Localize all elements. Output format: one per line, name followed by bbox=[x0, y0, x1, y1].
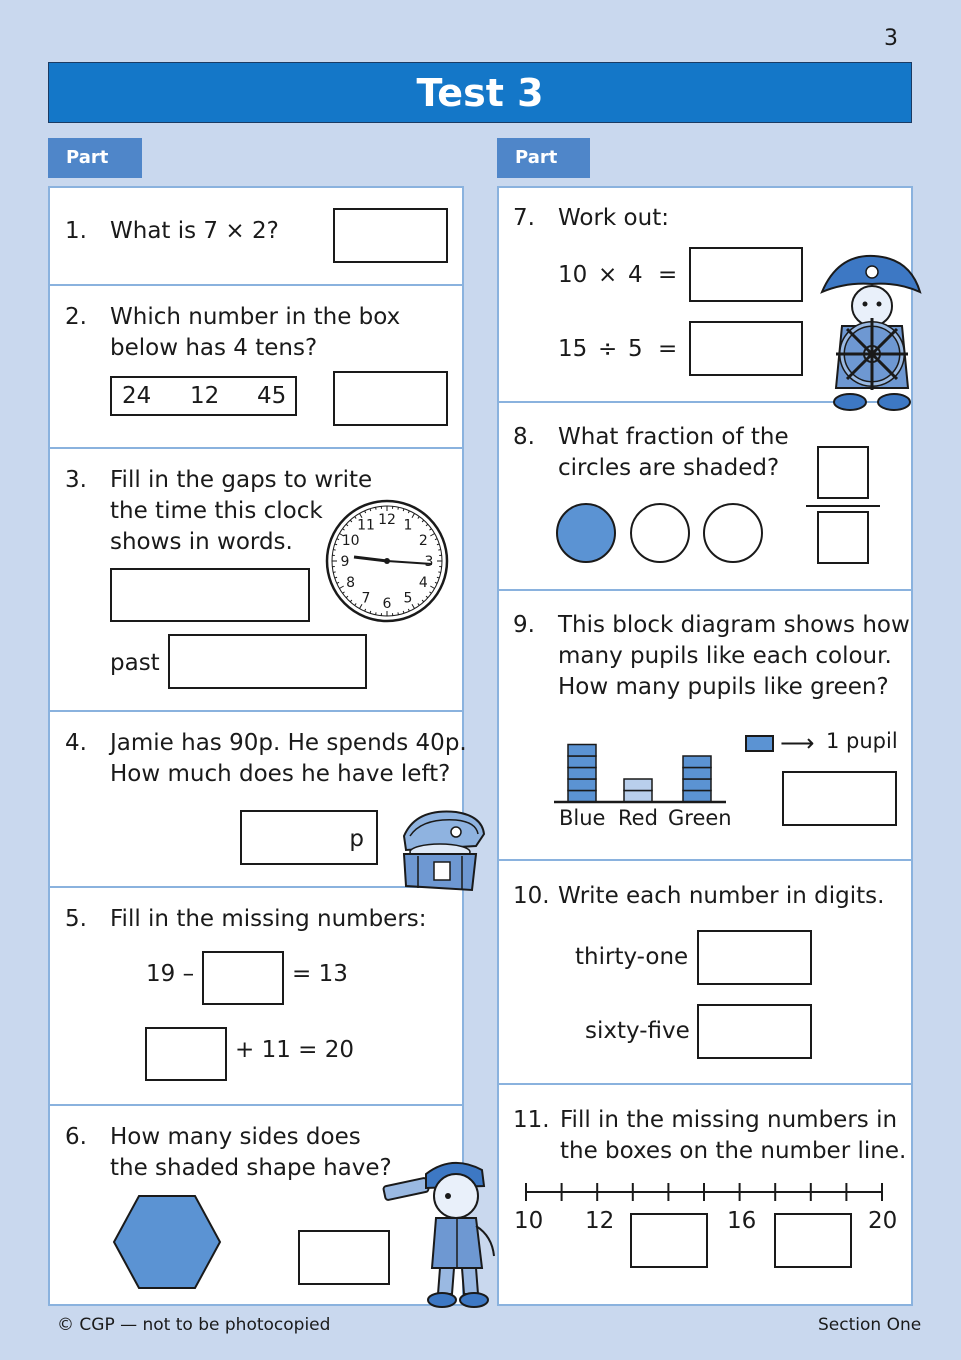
question-3-line1: Fill in the gaps to write bbox=[110, 467, 373, 493]
question-2-line2: below has 4 tens? bbox=[110, 335, 318, 361]
q10-answer-box-2[interactable] bbox=[697, 1004, 812, 1059]
divider bbox=[48, 284, 464, 286]
eq-operator: × bbox=[598, 262, 618, 288]
fraction-circles bbox=[555, 502, 767, 566]
hexagon-shape bbox=[112, 1194, 222, 1290]
eq-operand: 5 bbox=[628, 336, 643, 362]
denominator-box[interactable] bbox=[817, 511, 869, 564]
question-number: 7. bbox=[513, 205, 535, 231]
question-number: 11. bbox=[513, 1107, 550, 1133]
page-number: 3 bbox=[884, 26, 898, 51]
question-7-text: Work out: bbox=[558, 205, 669, 231]
number-line bbox=[520, 1178, 890, 1208]
question-5-text: Fill in the missing numbers: bbox=[110, 906, 427, 932]
copyright-footer: © CGP — not to be photocopied bbox=[57, 1315, 331, 1335]
bar-block-green bbox=[683, 791, 711, 803]
divider bbox=[497, 859, 913, 861]
clock-number: 3 bbox=[424, 554, 434, 570]
clock-number: 7 bbox=[361, 590, 371, 607]
equation-right: + 11 = 20 bbox=[235, 1037, 355, 1063]
q5-answer-box-2[interactable] bbox=[145, 1027, 227, 1081]
question-number: 8. bbox=[513, 424, 535, 450]
key-label: 1 pupil bbox=[826, 729, 898, 753]
x-label: Blue bbox=[559, 806, 606, 830]
divider bbox=[48, 1104, 464, 1106]
question-number: 10. bbox=[513, 883, 550, 909]
clock-number: 4 bbox=[418, 575, 428, 591]
option: 45 bbox=[257, 383, 287, 409]
key-block bbox=[745, 735, 774, 752]
q7-answer-box-2[interactable] bbox=[689, 321, 803, 376]
clock-number: 8 bbox=[346, 575, 356, 591]
bar-block-blue bbox=[568, 779, 596, 791]
bar-block-red bbox=[624, 791, 652, 803]
pirate-telescope-icon bbox=[382, 1156, 506, 1310]
eq-operand: 4 bbox=[628, 262, 643, 288]
question-8-line1: What fraction of the bbox=[558, 424, 789, 450]
q4-answer-box[interactable] bbox=[240, 810, 378, 865]
unshaded-circle bbox=[704, 504, 762, 562]
bar-block-blue bbox=[568, 745, 596, 757]
question-10-text: Write each number in digits. bbox=[558, 883, 885, 909]
shaded-circle bbox=[557, 504, 615, 562]
clock-number: 1 bbox=[403, 517, 413, 534]
number-word: sixty-five bbox=[585, 1018, 690, 1044]
question-3-line3: shows in words. bbox=[110, 529, 293, 555]
question-8-line2: circles are shaded? bbox=[558, 455, 780, 481]
question-4-line2: How much does he have left? bbox=[110, 761, 451, 787]
x-label: Red bbox=[618, 806, 658, 830]
clock-number: 2 bbox=[418, 533, 428, 549]
numerator-box[interactable] bbox=[817, 446, 869, 499]
clock-number: 11 bbox=[357, 517, 375, 534]
part-a-tab: Part bbox=[48, 138, 142, 178]
number-line-label: 10 bbox=[514, 1208, 544, 1234]
clock-number: 12 bbox=[378, 512, 396, 528]
number-line-label: 16 bbox=[727, 1208, 757, 1234]
clock-icon bbox=[324, 498, 450, 624]
unshaded-circle bbox=[631, 504, 689, 562]
fraction-bar bbox=[806, 505, 880, 507]
equation-right: = 13 bbox=[292, 961, 348, 987]
bar-block-green bbox=[683, 756, 711, 768]
clock-number: 10 bbox=[341, 533, 360, 549]
x-label: Green bbox=[668, 806, 732, 830]
bar-block-green bbox=[683, 768, 711, 780]
question-number: 3. bbox=[65, 467, 87, 493]
eq-operand: 10 bbox=[558, 262, 588, 288]
clock-number: 5 bbox=[403, 590, 413, 607]
divider bbox=[497, 1083, 913, 1085]
number-word: thirty-one bbox=[575, 944, 689, 970]
clock-number: 9 bbox=[340, 554, 350, 570]
q11-answer-box-1[interactable] bbox=[630, 1213, 708, 1268]
divider bbox=[48, 710, 464, 712]
question-6-line1: How many sides does bbox=[110, 1124, 361, 1150]
equation-left: 19 – bbox=[146, 961, 195, 987]
question-11-line1: Fill in the missing numbers in bbox=[560, 1107, 898, 1133]
q3-answer-box-2[interactable] bbox=[168, 634, 367, 689]
option: 24 bbox=[122, 383, 152, 409]
number-options-box bbox=[110, 376, 297, 416]
eq-equals: = bbox=[658, 262, 678, 288]
q11-answer-box-2[interactable] bbox=[774, 1213, 852, 1268]
question-6-line2: the shaded shape have? bbox=[110, 1155, 392, 1181]
question-2-line1: Which number in the box bbox=[110, 304, 401, 330]
divider bbox=[48, 447, 464, 449]
eq-operand: 15 bbox=[558, 336, 588, 362]
question-9-line3: How many pupils like green? bbox=[558, 674, 889, 700]
eq-operator: ÷ bbox=[598, 336, 618, 362]
clock-number: 6 bbox=[382, 596, 392, 612]
question-4-line1: Jamie has 90p. He spends 40p. bbox=[110, 730, 467, 756]
q1-answer-box[interactable] bbox=[333, 208, 448, 263]
number-line-label: 20 bbox=[868, 1208, 898, 1234]
question-number: 2. bbox=[65, 304, 87, 330]
past-label: past bbox=[110, 650, 160, 676]
bar-block-blue bbox=[568, 791, 596, 803]
divider bbox=[497, 589, 913, 591]
q5-answer-box-1[interactable] bbox=[202, 951, 284, 1005]
question-number: 1. bbox=[65, 218, 87, 244]
q10-answer-box-1[interactable] bbox=[697, 930, 812, 985]
key-arrow: ⟶ bbox=[780, 729, 815, 757]
part-b-tab: Part bbox=[497, 138, 590, 178]
question-1-text: What is 7 × 2? bbox=[110, 218, 279, 244]
bar-block-blue bbox=[568, 756, 596, 768]
pirate-captain-icon bbox=[818, 252, 924, 412]
question-9-line2: many pupils like each colour. bbox=[558, 643, 892, 669]
question-3-line2: the time this clock bbox=[110, 498, 323, 524]
q3-answer-box-1[interactable] bbox=[110, 568, 310, 622]
question-number: 5. bbox=[65, 906, 87, 932]
bar-block-blue bbox=[568, 768, 596, 780]
question-number: 9. bbox=[513, 612, 535, 638]
option: 12 bbox=[190, 383, 220, 409]
q2-answer-box[interactable] bbox=[333, 371, 448, 426]
pence-unit: p bbox=[349, 826, 364, 852]
section-footer: Section One bbox=[818, 1315, 922, 1335]
eq-equals: = bbox=[658, 336, 678, 362]
question-9-line1: This block diagram shows how bbox=[558, 612, 910, 638]
q6-answer-box[interactable] bbox=[298, 1230, 390, 1285]
number-line-label: 12 bbox=[585, 1208, 615, 1234]
bar-block-green bbox=[683, 779, 711, 791]
page-title: Test 3 bbox=[48, 62, 912, 123]
q9-answer-box[interactable] bbox=[782, 771, 897, 826]
q7-answer-box-1[interactable] bbox=[689, 247, 803, 302]
question-11-line2: the boxes on the number line. bbox=[560, 1138, 907, 1164]
question-number: 6. bbox=[65, 1124, 87, 1150]
treasure-chest-icon bbox=[396, 804, 488, 894]
question-number: 4. bbox=[65, 730, 87, 756]
bar-block-red bbox=[624, 779, 652, 791]
